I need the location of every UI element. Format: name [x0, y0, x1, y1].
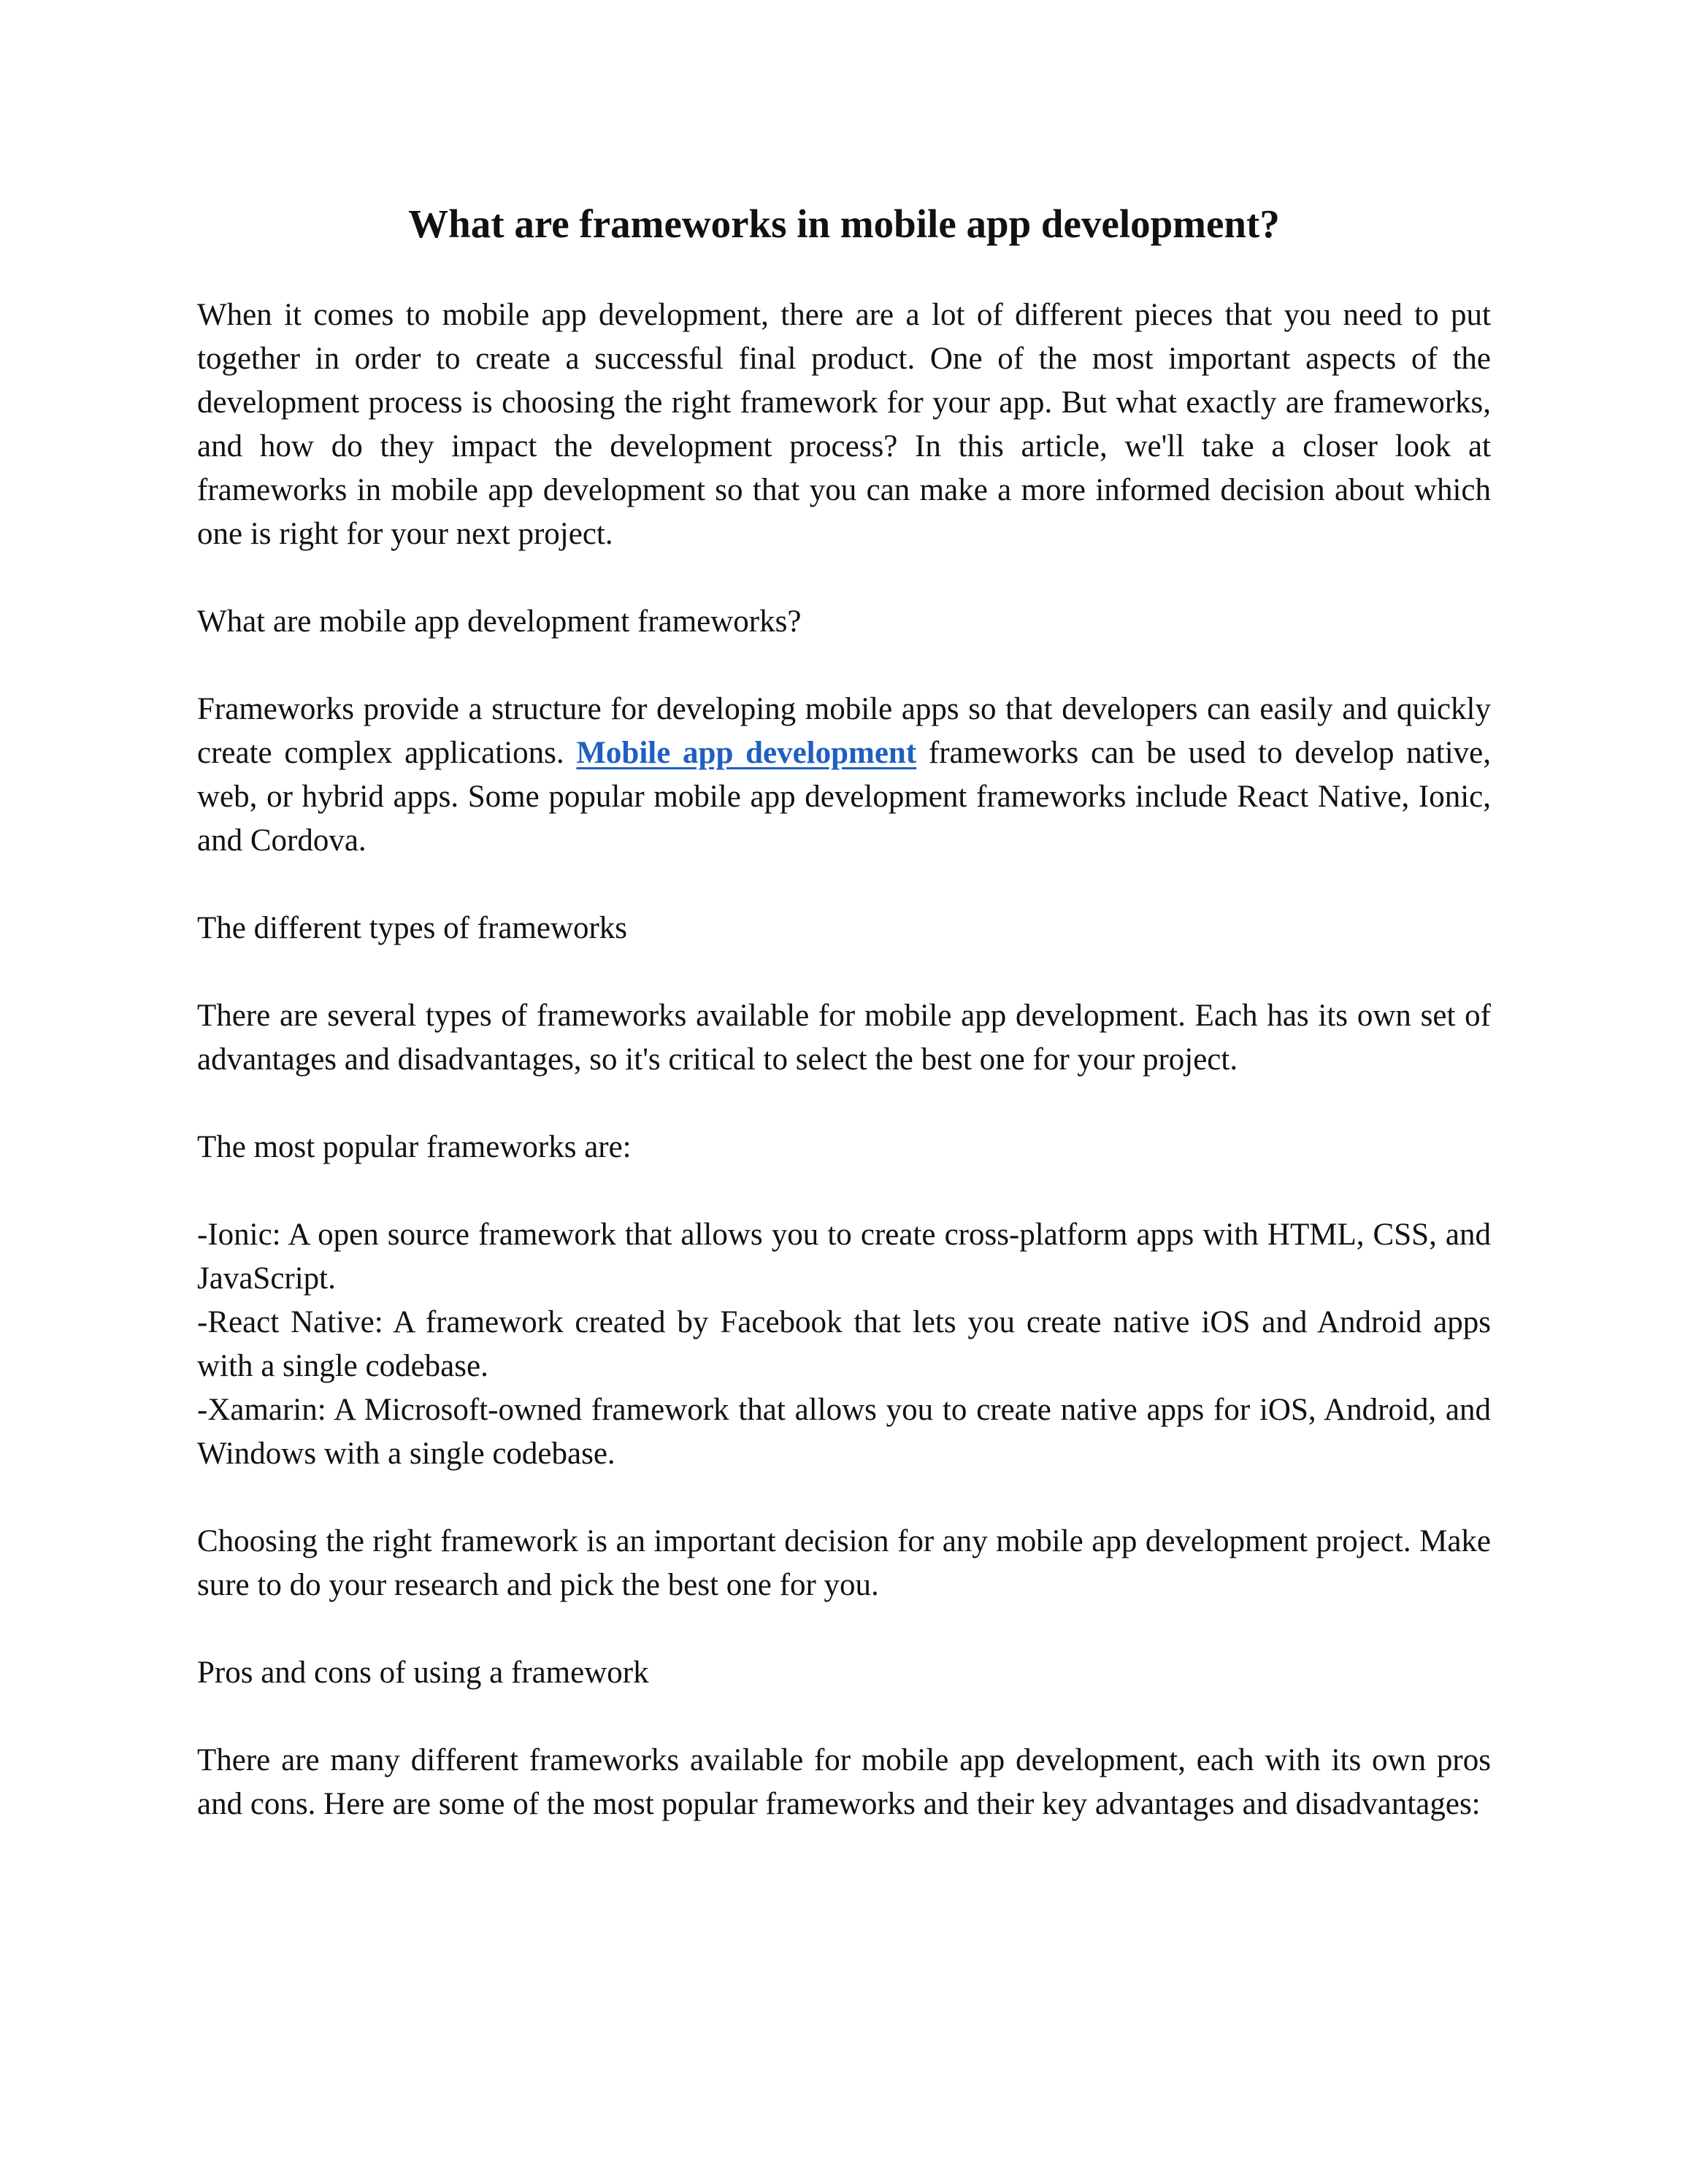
frameworks-text-after: frameworks can be used to develop native, web, or hybrid apps. Some popular mobile app development frameworks include React Native, Ionic, and Cordova.	[197, 736, 1491, 858]
types-paragraph: There are several types of frameworks available for mobile app development. Each has its own set of advantages and disadvantages, so it's critical to select the best one for your project.	[197, 999, 1491, 1077]
section-heading-types: The different types of frameworks	[197, 911, 628, 945]
list-item-xamarin: -Xamarin: A Microsoft-owned framework that allows you to create native apps for iOS, Android, and Windows with a single codebase.	[197, 1393, 1491, 1471]
document-page	[197, 199, 1491, 1821]
document-body	[197, 293, 1491, 1870]
page-title: What are frameworks in mobile app development?	[408, 201, 1280, 246]
intro-paragraph: When it comes to mobile app development, there are a lot of different pieces that you need to put together in order to create a successful final product. One of the most important aspects of the development process is choosing the right framework for your app. But what exactly are frameworks, and how do they impact the development process? In this article, we'll take a closer look at frameworks in mobile app development so that you can make a more informed decision about which one is right for your next project.	[197, 298, 1491, 551]
pros-cons-paragraph: There are many different frameworks available for mobile app development, each with its own pros and cons. Here are some of the most popular frameworks and their key advantages and disadvantages:	[197, 1743, 1491, 1821]
popular-frameworks-intro: The most popular frameworks are:	[197, 1130, 632, 1164]
frameworks-text-before: Frameworks provide a structure for developing mobile apps so that developers can easily and quickly create complex applications.	[197, 692, 1491, 770]
list-item-react-native: -React Native: A framework created by Facebook that lets you create native iOS and Android apps with a single codebase.	[197, 1305, 1491, 1383]
choosing-paragraph: Choosing the right framework is an important decision for any mobile app development project. Make sure to do your research and pick the best one for you.	[197, 1524, 1491, 1602]
section-heading-frameworks: What are mobile app development frameworks?	[197, 604, 802, 639]
mobile-app-development-link[interactable]: Mobile app development	[576, 736, 917, 770]
list-item-ionic: -Ionic: A open source framework that allows you to create cross-platform apps with HTML, CSS, and JavaScript.	[197, 1218, 1491, 1296]
frameworks-paragraph	[197, 688, 1491, 863]
section-heading-pros-cons: Pros and cons of using a framework	[197, 1656, 649, 1690]
